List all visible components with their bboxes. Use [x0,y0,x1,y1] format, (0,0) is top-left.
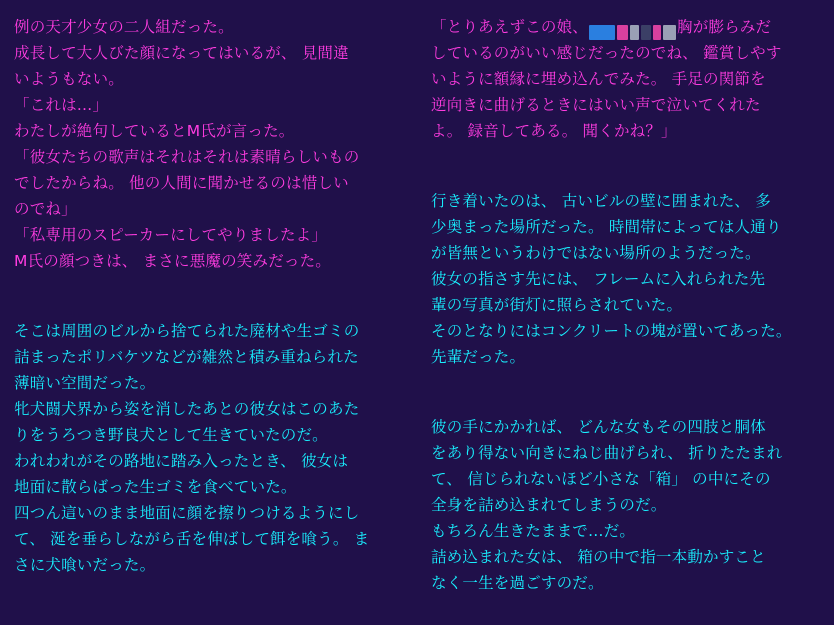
redaction-bar [663,25,676,40]
text-line: 詰め込まれた女は、 箱の中で指一本動かすこと [431,548,766,566]
paragraph-spacer [14,274,405,296]
right-block-2 [431,188,822,370]
text-line: 全身を詰め込まれてしまうのだ。 [431,496,667,514]
text-line: 詰まったポリバケツなどが雑然と積み重ねられた [14,348,359,366]
text-line: 例の天才少女の二人組だった。 [14,18,234,36]
text-line: 彼の手にかかれば、 どんな女もその四肢と胴体 [431,418,766,436]
text-segment: 「とりあえずこの娘、 [431,18,589,36]
text-line: て、 信じられないほど小さな「箱」 の中にその [431,470,771,488]
text-line: さに犬喰いだった。 [14,556,156,574]
text-line: しているのがいい感じだったのでね、 鑑賞しやす [431,44,782,62]
redaction-bar [653,25,661,40]
text-line-with-redaction [431,14,822,40]
redaction-bar [641,25,651,40]
text-line: いようもない。 [14,70,124,88]
left-block-2 [14,318,405,578]
text-line: 「私専用のスピーカーにしてやりましたよ」 [14,226,328,244]
redaction-bar [589,25,615,40]
paragraph-spacer [431,370,822,392]
paragraph-spacer [431,144,822,166]
text-line: われわれがその路地に踏み入ったとき、 彼女は [14,452,349,470]
text-line: 輩の写真が街灯に照らされていた。 [431,296,683,314]
text-line: いように額縁に埋め込んでみた。 手足の関節を [431,70,766,88]
text-line: 薄暗い空間だった。 [14,374,156,392]
text-line: もちろん生きたままで…だ。 [431,522,636,540]
text-line: 行き着いたのは、 古いビルの壁に囲まれた、 多 [431,192,771,210]
text-line: りをうろつき野良犬として生きていたのだ。 [14,426,328,444]
text-line: 四つん這いのまま地面に顔を擦りつけるようにし [14,504,360,522]
paragraph-spacer [431,392,822,414]
text-line: M氏の顔つきは、 まさに悪魔の笑みだった。 [14,252,332,270]
text-line: が皆無というわけではない場所のようだった。 [431,244,761,262]
text-line: なく一生を過ごすのだ。 [431,574,604,592]
text-line: 少奥まった場所だった。 時間帯によっては人通り [431,218,782,236]
left-block-1 [14,14,405,274]
text-line: 彼女の指さす先には、 フレームに入れられた先 [431,270,766,288]
redaction-bars [588,19,677,36]
text-line: 牝犬闘犬界から姿を消したあとの彼女はこのあた [14,400,360,418]
paragraph-spacer [431,166,822,188]
text-line: わたしが絶句しているとM氏が言った。 [14,122,295,140]
text-line: でしたからね。 他の人間に聞かせるのは惜しい [14,174,349,192]
redaction-bar [630,25,639,40]
text-segment: 胸が膨らみだ [677,18,772,36]
text-line: そのとなりにはコンクリートの塊が置いてあった。 [431,322,792,340]
right-block-3 [431,414,822,596]
text-line: 逆向きに曲げるときにはいい声で泣いてくれた [431,96,761,114]
text-line: 先輩だった。 [431,348,526,366]
text-line: て、 涎を垂らしながら舌を伸ばして餌を喰う。 ま [14,530,370,548]
redaction-bar [617,25,628,40]
text-line: 成長して大人びた顔になってはいるが、 見間違 [14,44,349,62]
text-line: 「これは…」 [14,96,109,114]
text-line: 「彼女たちの歌声はそれはそれは素晴らしいもの [14,148,360,166]
right-block-1 [431,14,822,144]
text-line: 地面に散らばった生ゴミを食べていた。 [14,478,297,496]
text-line: よ。 録音してある。 聞くかね？」 [431,122,677,140]
right-text-column [417,0,834,625]
paragraph-spacer [14,296,405,318]
text-line: のでね」 [14,200,77,218]
text-line: そこは周囲のビルから捨てられた廃材や生ゴミの [14,322,360,340]
text-line: をあり得ない向きにねじ曲げられ、 折りたたまれ [431,444,783,462]
